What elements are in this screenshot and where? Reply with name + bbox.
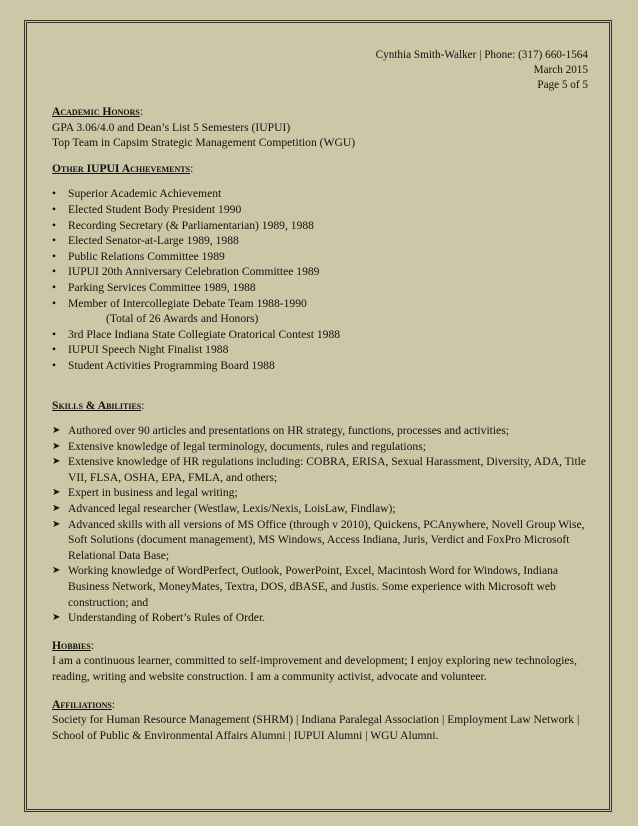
header-page-number: Page 5 of 5 (537, 79, 588, 92)
hobbies-section: Hobbies: I am a continuous learner, committed to self-improvement and development; I enjoy exploring new technologies, reading, writing and website construction. I am a community activist, advocate and volunteer. (52, 638, 592, 685)
list-item: • 3rd Place Indiana State Collegiate Oratorical Contest 1988 (52, 327, 592, 343)
list-item: ➤ Extensive knowledge of HR regulations including: COBRA, ERISA, Sexual Harassment, Diversity, ADA, Title VII, FLSA, OSHA, EPA, FMLA, and others; (52, 455, 587, 484)
list-item: ➤ Extensive knowledge of legal terminology, documents, rules and regulations; (52, 439, 426, 453)
resume-content (52, 46, 592, 743)
list-item-text: • Member of Intercollegiate Debate Team 1988-1990 (68, 296, 307, 310)
affiliations-section: Affiliations: Society for Human Resource Management (SHRM) | Indiana Paralegal Association | Employment Law Network | School of Public & Environmental Affairs Alumni | IUPUI Alumni | WGU Alumni. (52, 697, 592, 744)
other-achievements-title: Other IUPUI Achievements (52, 161, 191, 175)
awards-total-note: (Total of 26 Awards and Honors) (106, 312, 259, 326)
list-item: • Parking Services Committee 1989, 1988 (52, 280, 592, 296)
affiliations-title: Affiliations (52, 697, 112, 711)
skills-section: Skills & Abilities: ➤ Authored over 90 articles and presentations on HR strategy, functions, processes and activities; ➤ Extensive knowledge of legal terminology, documents, rules and regulations; ➤ Extensive knowledge of HR regulations including: COBRA, ERISA, Sexual Harassment, Diversity, ADA, Title VII, FLSA, OSHA, EPA, FMLA, and others; ➤ Expert in business and legal writing; ➤ Advanced legal researcher (Westlaw, Lexis/Nexis, LoisLaw, Findlaw); ➤ Advanced skills with all versions of MS Office (through v 2010), Quickens, PCAnywhere, Novell Group Wise, Soft Solutions (document management), MS Windows, Access Indiana, Juris, Verdict and FoxPro Microsoft Relational Data Base; ➤ Working knowledge of WordPerfect, Outlook, PowerPoint, Excel, Macintosh Word for Windows, Indiana Business Network, MoneyMates, Textra, DOS, dBASE, and Justis. Some experience with Microsoft web construction; and ➤ Understanding of Robert’s Rules of Order. (52, 398, 592, 626)
list-item: • IUPUI 20th Anniversary Celebration Committee 1989 (52, 264, 592, 280)
arrow-bullet-icon: ➤ (52, 565, 61, 577)
affiliations-text: Society for Human Resource Management (SHRM) | Indiana Paralegal Association | Employment Law Network | School of Public & Environmental Affairs Alumni | IUPUI Alumni | WGU Alumni. (52, 713, 580, 742)
list-item: ➤ Advanced legal researcher (Westlaw, Lexis/Nexis, LoisLaw, Findlaw); (52, 502, 396, 516)
arrow-bullet-icon: ➤ (52, 487, 61, 499)
list-item: • Superior Academic Achievement (52, 186, 592, 202)
list-item: ➤ Advanced skills with all versions of MS Office (through v 2010), Quickens, PCAnywhere, Novell Group Wise, Soft Solutions (document management), MS Windows, Access Indiana, Juris, Verdict and FoxPro Microsoft Relational Data Base; (52, 517, 585, 562)
academic-honors-title: Academic Honors (52, 105, 140, 118)
academic-honor-line: GPA 3.06/4.0 and Dean’s List 5 Semesters (IUPUI) (52, 120, 291, 134)
list-item: • Elected Senator-at-Large 1989, 1988 (52, 233, 592, 249)
academic-honors-section: Academic Honors: GPA 3.06/4.0 and Dean’s List 5 Semesters (IUPUI) Top Team in Capsim Strategic Management Competition (WGU) (52, 104, 592, 151)
arrow-bullet-icon: ➤ (52, 440, 61, 452)
header-date: March 2015 (533, 64, 588, 77)
arrow-bullet-icon: ➤ (52, 425, 61, 437)
hobbies-text: I am a continuous learner, committed to self-improvement and development; I enjoy exploring new technologies, reading, writing and website construction. I am a community activist, advocate and volunteer. (52, 654, 577, 683)
list-item: • Elected Student Body President 1990 (52, 202, 592, 218)
other-achievements-section: Other IUPUI Achievements: • Superior Academic Achievement • Elected Student Body President 1990 • Recording Secretary (& Parliamentarian) 1989, 1988 • Elected Senator-at-Large 1989, 1988 • Public Relations Committee 1989 • IUPUI 20th Anniversary Celebration Committee 1989 • Parking Services Committee 1989, 1988 • Member of Intercollegiate Debate Team 1988-1990 (Total of 26 Awards and Honors) • 3rd Place Indiana State Collegiate Oratorical Contest 1988 • IUPUI Speech Night Finalist 1988 • Student Activities Programming Board 1988 (52, 161, 592, 374)
arrow-bullet-icon: ➤ (52, 503, 61, 515)
arrow-bullet-icon: ➤ (52, 612, 61, 624)
arrow-bullet-icon: ➤ (52, 456, 61, 468)
hobbies-title: Hobbies (52, 638, 91, 652)
list-item: ➤ Expert in business and legal writing; (52, 486, 238, 500)
list-item: ➤ Understanding of Robert’s Rules of Order. (52, 611, 266, 625)
list-item: ➤ Working knowledge of WordPerfect, Outlook, PowerPoint, Excel, Macintosh Word for Windows, Indiana Business Network, MoneyMates, Textra, DOS, dBASE, and Justis. Some experience with Microsoft web construction; and (52, 564, 559, 609)
list-item: • Student Activities Programming Board 1988 (52, 358, 592, 374)
list-item: ➤ Authored over 90 articles and presentations on HR strategy, functions, processes and activities; (52, 424, 509, 438)
list-item: • Recording Secretary (& Parliamentarian) 1989, 1988 (52, 218, 592, 234)
arrow-bullet-icon: ➤ (52, 518, 61, 530)
academic-honor-line: Top Team in Capsim Strategic Management Competition (WGU) (52, 136, 356, 150)
header-contact: Cynthia Smith-Walker | Phone: (317) 660-1564 (375, 49, 588, 61)
list-item (52, 296, 592, 327)
skills-title: Skills & Abilities (52, 398, 142, 412)
list-item: • Public Relations Committee 1989 (52, 249, 592, 265)
list-item: • IUPUI Speech Night Finalist 1988 (52, 342, 592, 358)
